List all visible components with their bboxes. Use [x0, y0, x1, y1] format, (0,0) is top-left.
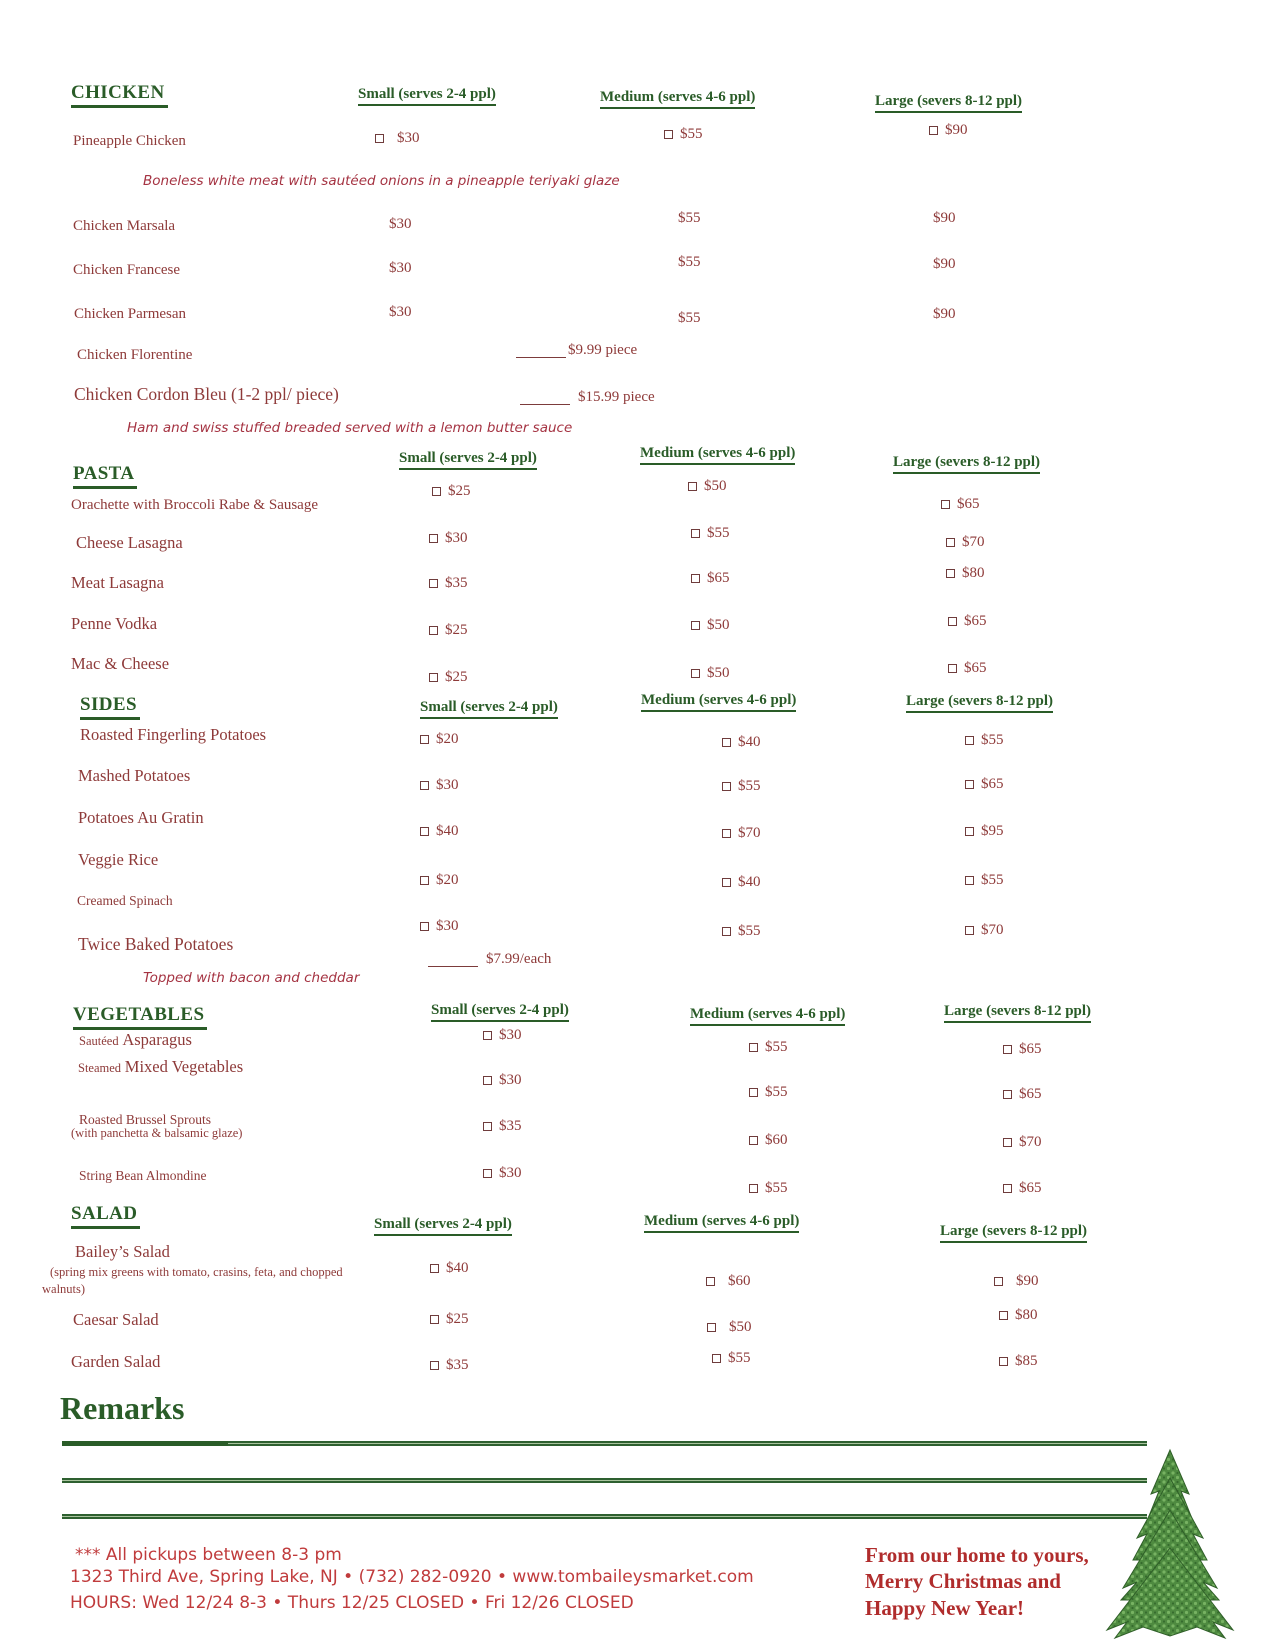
- price-cell: [429, 622, 468, 639]
- price-checkbox[interactable]: [1003, 1138, 1012, 1147]
- price-value: $25: [448, 483, 471, 499]
- price-value: $30: [499, 1072, 522, 1088]
- menu-item-label: Creamed Spinach: [77, 893, 173, 908]
- column-header-large: Large (severs 8-12 ppl): [940, 1223, 1087, 1243]
- remarks-line[interactable]: [228, 1441, 1147, 1446]
- price-checkbox[interactable]: [1003, 1090, 1012, 1099]
- menu-item-label: Sautéed Asparagus: [79, 1030, 192, 1049]
- column-header-small: Small (serves 2-4 ppl): [358, 86, 496, 106]
- price-value: $40: [446, 1260, 469, 1276]
- price-value: $25: [446, 1311, 469, 1327]
- price-cell: [965, 732, 1004, 749]
- section-heading-pasta: PASTA: [73, 463, 137, 489]
- piece-price-cell: [428, 951, 551, 968]
- column-header-large: Large (severs 8-12 ppl): [906, 693, 1053, 713]
- price-cell: [722, 923, 761, 940]
- price-checkbox[interactable]: [483, 1031, 492, 1040]
- price-checkbox[interactable]: [429, 626, 438, 635]
- item-description: Ham and swiss stuffed breaded served with a lemon butter sauce: [127, 420, 573, 436]
- price-value: $90: [933, 210, 956, 226]
- price-value: $50: [707, 665, 730, 681]
- price-cell: [929, 122, 968, 139]
- price-value: $65: [1019, 1086, 1042, 1102]
- price-cell: [420, 777, 459, 794]
- price-cell: [749, 1132, 788, 1149]
- price-checkbox[interactable]: [994, 1277, 1003, 1286]
- section-heading-salad: SALAD: [71, 1203, 140, 1229]
- price-value: $55: [765, 1084, 788, 1100]
- price-checkbox[interactable]: [965, 876, 974, 885]
- price-checkbox[interactable]: [946, 538, 955, 547]
- price-cell: [965, 776, 1004, 793]
- price-value: $70: [1019, 1134, 1042, 1150]
- quantity-blank[interactable]: [516, 344, 566, 358]
- remarks-underline: [62, 1441, 228, 1446]
- price-cell: [691, 617, 730, 634]
- price-value: $70: [738, 825, 761, 841]
- price-value: $55: [707, 525, 730, 541]
- section-heading-chicken: CHICKEN: [71, 82, 168, 108]
- price-value: $55: [981, 732, 1004, 748]
- price-value: $55: [678, 210, 701, 226]
- price-checkbox[interactable]: [375, 134, 384, 143]
- greeting-line: From our home to yours,: [865, 1543, 1089, 1567]
- price-value: $55: [738, 778, 761, 794]
- quantity-blank[interactable]: [520, 391, 570, 405]
- price-value: $25: [445, 669, 468, 685]
- price-checkbox[interactable]: [948, 617, 957, 626]
- item-note: (with panchetta & balsamic glaze): [71, 1126, 243, 1140]
- price-cell: [707, 1319, 752, 1336]
- column-header-small: Small (serves 2-4 ppl): [431, 1002, 569, 1022]
- price-value: $55: [738, 923, 761, 939]
- price-value: $40: [436, 823, 459, 839]
- price-checkbox[interactable]: [948, 664, 957, 673]
- price-value: $25: [445, 622, 468, 638]
- item-prefix: Sautéed: [79, 1034, 119, 1048]
- section-heading-vegetables: VEGETABLES: [73, 1004, 207, 1030]
- price-cell: [1003, 1134, 1042, 1151]
- price-checkbox[interactable]: [420, 876, 429, 885]
- price-value: $70: [962, 534, 985, 550]
- column-header-large: Large (severs 8-12 ppl): [944, 1003, 1091, 1023]
- menu-item-label: Potatoes Au Gratin: [78, 808, 204, 827]
- price-value: $20: [436, 872, 459, 888]
- price-value: $50: [704, 478, 727, 494]
- price-cell: [664, 126, 703, 143]
- price-checkbox[interactable]: [691, 621, 700, 630]
- remarks-line[interactable]: [62, 1514, 1147, 1519]
- greeting-line: Merry Christmas and: [865, 1569, 1061, 1593]
- price-value: $30: [389, 216, 412, 232]
- price-value: $30: [436, 777, 459, 793]
- piece-price-cell: [516, 342, 637, 359]
- price-cell: [946, 534, 985, 551]
- remarks-line[interactable]: [62, 1478, 1147, 1483]
- price-cell: [483, 1072, 522, 1089]
- price-value: $55: [765, 1039, 788, 1055]
- price-cell: [483, 1027, 522, 1044]
- column-header-medium: Medium (serves 4-6 ppl): [690, 1006, 845, 1026]
- price-checkbox[interactable]: [706, 1277, 715, 1286]
- menu-item-label: Veggie Rice: [78, 850, 159, 869]
- price-cell: [389, 304, 412, 321]
- price-cell: [965, 872, 1004, 889]
- menu-item-label: Meat Lasagna: [71, 573, 164, 592]
- price-value: $55: [680, 126, 703, 142]
- price-cell: [678, 210, 701, 227]
- price-value: $7.99/each: [486, 951, 552, 967]
- christmas-tree-icon: [1085, 1448, 1255, 1643]
- price-checkbox[interactable]: [941, 500, 950, 509]
- price-value: $55: [765, 1180, 788, 1196]
- price-value: $30: [499, 1027, 522, 1043]
- price-checkbox[interactable]: [483, 1122, 492, 1131]
- price-checkbox[interactable]: [691, 574, 700, 583]
- price-checkbox[interactable]: [420, 827, 429, 836]
- price-cell: [749, 1039, 788, 1056]
- column-header-medium: Medium (serves 4-6 ppl): [641, 692, 796, 712]
- price-cell: [429, 669, 468, 686]
- item-description: Boneless white meat with sautéed onions in a pineapple teriyaki glaze: [143, 173, 620, 189]
- price-cell: [706, 1273, 751, 1290]
- price-value: $55: [678, 310, 701, 326]
- price-value: $30: [436, 918, 459, 934]
- price-value: $20: [436, 731, 459, 747]
- price-value: $55: [678, 254, 701, 270]
- menu-item-label: String Bean Almondine: [79, 1168, 207, 1183]
- footer-address: 1323 Third Ave, Spring Lake, NJ • (732) 282-0920 • www.tombaileysmarket.com: [70, 1567, 754, 1587]
- price-value: $90: [933, 306, 956, 322]
- price-value: $80: [1015, 1307, 1038, 1323]
- menu-item-label: Pineapple Chicken: [73, 133, 186, 149]
- price-value: $50: [729, 1319, 752, 1335]
- price-checkbox[interactable]: [688, 482, 697, 491]
- price-cell: [1003, 1180, 1042, 1197]
- price-cell: [429, 530, 468, 547]
- price-value: $30: [397, 130, 420, 146]
- price-checkbox[interactable]: [749, 1088, 758, 1097]
- price-cell: [691, 570, 730, 587]
- price-checkbox[interactable]: [420, 735, 429, 744]
- item-note: walnuts): [42, 1282, 86, 1296]
- price-value: $90: [945, 122, 968, 138]
- price-cell: [965, 922, 1004, 939]
- price-value: $35: [499, 1118, 522, 1134]
- price-checkbox[interactable]: [722, 782, 731, 791]
- menu-item-label: Penne Vodka: [71, 614, 158, 633]
- price-checkbox[interactable]: [691, 669, 700, 678]
- price-value: $90: [933, 256, 956, 272]
- menu-item-label: Chicken Florentine: [77, 347, 193, 363]
- price-cell: [965, 823, 1004, 840]
- price-checkbox[interactable]: [429, 534, 438, 543]
- menu-item-label: Mac & Cheese: [71, 654, 170, 673]
- column-header-medium: Medium (serves 4-6 ppl): [644, 1213, 799, 1233]
- price-cell: [420, 731, 459, 748]
- price-cell: [691, 525, 730, 542]
- price-value: $9.99 piece: [568, 342, 638, 358]
- price-checkbox[interactable]: [946, 569, 955, 578]
- column-header-medium: Medium (serves 4-6 ppl): [640, 445, 795, 465]
- price-checkbox[interactable]: [749, 1136, 758, 1145]
- price-value: $65: [964, 613, 987, 629]
- price-checkbox[interactable]: [965, 827, 974, 836]
- price-value: $30: [445, 530, 468, 546]
- column-header-medium: Medium (serves 4-6 ppl): [600, 89, 755, 109]
- footer-hours: HOURS: Wed 12/24 8-3 • Thurs 12/25 CLOSED • Fri 12/26 CLOSED: [70, 1593, 634, 1613]
- price-checkbox[interactable]: [664, 130, 673, 139]
- price-checkbox[interactable]: [429, 579, 438, 588]
- price-checkbox[interactable]: [707, 1323, 716, 1332]
- price-checkbox[interactable]: [749, 1184, 758, 1193]
- price-cell: [749, 1180, 788, 1197]
- price-cell: [420, 872, 459, 889]
- price-cell: [722, 734, 761, 751]
- column-header-large: Large (severs 8-12 ppl): [875, 93, 1022, 113]
- price-value: $40: [738, 874, 761, 890]
- menu-item-label: Cheese Lasagna: [76, 533, 183, 552]
- price-checkbox[interactable]: [1003, 1184, 1012, 1193]
- item-note: (spring mix greens with tomato, crasins, feta, and chopped: [50, 1265, 343, 1279]
- menu-item-label: Orachette with Broccoli Rabe & Sausage: [71, 497, 319, 513]
- price-value: $55: [728, 1350, 751, 1366]
- menu-item-label: Steamed Mixed Vegetables: [78, 1057, 244, 1076]
- price-cell: [994, 1273, 1039, 1290]
- price-cell: [722, 778, 761, 795]
- price-cell: [999, 1353, 1038, 1370]
- price-checkbox[interactable]: [429, 673, 438, 682]
- price-value: $65: [1019, 1041, 1042, 1057]
- price-checkbox[interactable]: [965, 736, 974, 745]
- column-header-large: Large (severs 8-12 ppl): [893, 454, 1040, 474]
- price-value: $60: [728, 1273, 751, 1289]
- price-cell: [420, 823, 459, 840]
- price-value: $80: [962, 565, 985, 581]
- price-value: $30: [499, 1165, 522, 1181]
- price-cell: [933, 210, 956, 227]
- price-cell: [749, 1084, 788, 1101]
- price-checkbox[interactable]: [722, 738, 731, 747]
- price-checkbox[interactable]: [965, 926, 974, 935]
- price-cell: [999, 1307, 1038, 1324]
- menu-item-label: Chicken Francese: [73, 262, 181, 278]
- price-cell: [375, 130, 420, 147]
- price-cell: [678, 310, 701, 327]
- price-value: $60: [765, 1132, 788, 1148]
- price-cell: [722, 825, 761, 842]
- price-checkbox[interactable]: [722, 878, 731, 887]
- price-value: $90: [1016, 1273, 1039, 1289]
- price-checkbox[interactable]: [430, 1264, 439, 1273]
- menu-item-label: Chicken Cordon Bleu (1-2 ppl/ piece): [74, 384, 339, 404]
- price-cell: [722, 874, 761, 891]
- price-value: $65: [981, 776, 1004, 792]
- price-cell: [483, 1165, 522, 1182]
- price-cell: [688, 478, 727, 495]
- price-cell: [948, 660, 987, 677]
- price-cell: [430, 1260, 469, 1277]
- price-cell: [948, 613, 987, 630]
- menu-item-label: Twice Baked Potatoes: [78, 934, 234, 954]
- price-cell: [941, 496, 980, 513]
- price-checkbox[interactable]: [999, 1311, 1008, 1320]
- price-checkbox[interactable]: [420, 922, 429, 931]
- price-checkbox[interactable]: [432, 487, 441, 496]
- price-cell: [429, 575, 468, 592]
- column-header-small: Small (serves 2-4 ppl): [420, 699, 558, 719]
- greeting-line: Happy New Year!: [865, 1596, 1025, 1620]
- price-cell: [430, 1357, 469, 1374]
- price-checkbox[interactable]: [430, 1361, 439, 1370]
- price-value: $15.99 piece: [578, 389, 655, 405]
- item-prefix: Steamed: [78, 1061, 122, 1075]
- price-checkbox[interactable]: [430, 1315, 439, 1324]
- price-cell: [933, 306, 956, 323]
- menu-item-label: Caesar Salad: [73, 1310, 159, 1329]
- price-checkbox[interactable]: [965, 780, 974, 789]
- remarks-heading: Remarks: [60, 1390, 185, 1426]
- price-cell: [712, 1350, 751, 1367]
- price-cell: [1003, 1086, 1042, 1103]
- price-checkbox[interactable]: [1003, 1045, 1012, 1054]
- piece-price-cell: [520, 389, 655, 406]
- price-checkbox[interactable]: [722, 829, 731, 838]
- column-header-small: Small (serves 2-4 ppl): [399, 450, 537, 470]
- price-cell: [420, 918, 459, 935]
- price-value: $65: [957, 496, 980, 512]
- price-value: $65: [707, 570, 730, 586]
- menu-item-label: Roasted Fingerling Potatoes: [80, 725, 267, 744]
- price-value: $35: [445, 575, 468, 591]
- section-heading-sides: SIDES: [80, 694, 140, 720]
- price-cell: [678, 254, 701, 271]
- price-checkbox[interactable]: [749, 1043, 758, 1052]
- price-value: $55: [981, 872, 1004, 888]
- price-value: $40: [738, 734, 761, 750]
- price-cell: [691, 665, 730, 682]
- price-cell: [389, 216, 412, 233]
- price-cell: [946, 565, 985, 582]
- quantity-blank[interactable]: [428, 953, 478, 967]
- price-cell: [430, 1311, 469, 1328]
- price-value: $65: [1019, 1180, 1042, 1196]
- price-checkbox[interactable]: [722, 927, 731, 936]
- menu-item-label: Bailey’s Salad: [75, 1242, 170, 1261]
- menu-item-label: Garden Salad: [71, 1352, 161, 1371]
- price-checkbox[interactable]: [712, 1354, 721, 1363]
- menu-item-label: Chicken Marsala: [73, 218, 176, 234]
- price-value: $30: [389, 304, 412, 320]
- price-cell: [483, 1118, 522, 1135]
- menu-item-label: Mashed Potatoes: [78, 766, 191, 785]
- price-value: $85: [1015, 1353, 1038, 1369]
- price-value: $70: [981, 922, 1004, 938]
- menu-item-label: Roasted Brussel Sprouts: [79, 1112, 212, 1127]
- price-value: $65: [964, 660, 987, 676]
- price-cell: [389, 260, 412, 277]
- price-checkbox[interactable]: [420, 781, 429, 790]
- price-checkbox[interactable]: [929, 126, 938, 135]
- item-description: Topped with bacon and cheddar: [143, 970, 360, 986]
- price-checkbox[interactable]: [999, 1357, 1008, 1366]
- price-cell: [933, 256, 956, 273]
- price-checkbox[interactable]: [483, 1076, 492, 1085]
- column-header-small: Small (serves 2-4 ppl): [374, 1216, 512, 1236]
- price-cell: [1003, 1041, 1042, 1058]
- price-checkbox[interactable]: [691, 529, 700, 538]
- price-value: $50: [707, 617, 730, 633]
- price-cell: [432, 483, 471, 500]
- price-value: $95: [981, 823, 1004, 839]
- price-checkbox[interactable]: [483, 1169, 492, 1178]
- footer-pickup-note: *** All pickups between 8-3 pm: [75, 1545, 342, 1565]
- price-value: $35: [446, 1357, 469, 1373]
- menu-item-label: Chicken Parmesan: [74, 306, 187, 322]
- price-value: $30: [389, 260, 412, 276]
